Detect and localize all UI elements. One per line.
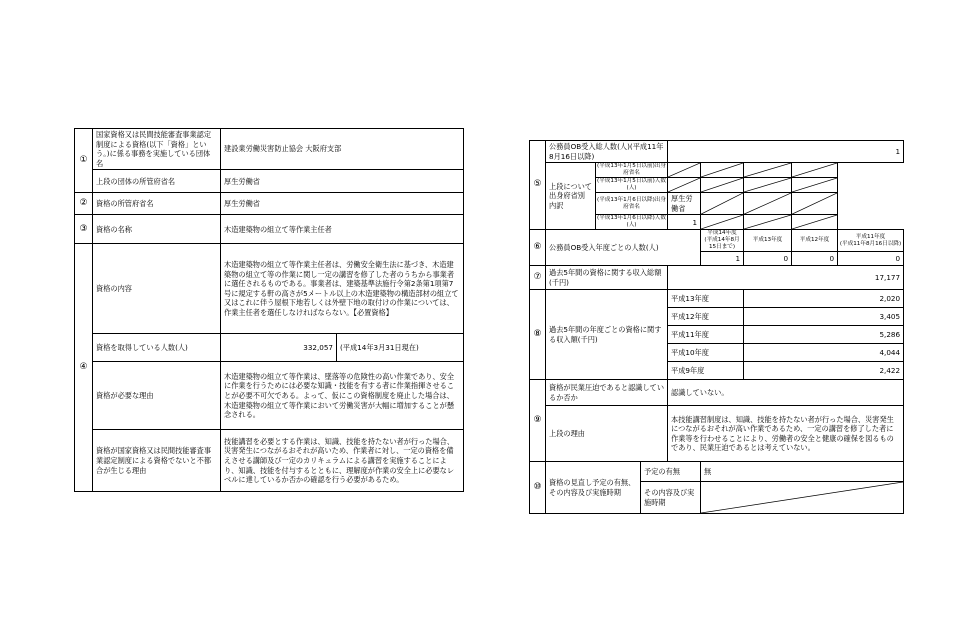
year-13-header: 平成13年度 [744, 230, 792, 252]
detail-value-empty [701, 482, 904, 514]
sub3-value: 厚生労働省 [668, 193, 701, 215]
row-6-number: ⑥ [530, 230, 546, 266]
ob-total-label: 公務員OB受入総人数(人)(平成11年8月16日以降) [546, 141, 668, 163]
qualification-name-value: 木造建築物の組立て等作業主任者 [221, 215, 464, 244]
sub2-value-empty-3 [744, 178, 792, 193]
sub3-value-empty-2 [701, 193, 744, 215]
sub4-value-empty-4 [792, 215, 838, 230]
year-12-value: 0 [792, 252, 838, 266]
row-3-number: ③ [75, 215, 93, 244]
sub4-label: (平成13年1月6日以降)人数(人) [597, 215, 666, 229]
year-14-header [701, 230, 744, 252]
revenue-year-value: 3,405 [744, 308, 904, 326]
year-14-note: (平成14年8月15日まで) [704, 237, 740, 251]
qualification-name-label: 資格の名称 [93, 215, 221, 244]
holders-label: 資格を取得している人数(人) [93, 334, 221, 362]
sub4-value: 1 [668, 215, 701, 230]
holders-date: (平成14年3月31日現在) [337, 334, 464, 362]
year-11-value: 0 [838, 252, 904, 266]
content-label: 資格の内容 [93, 244, 221, 334]
yearly-ob-label: 公務員OB受入年度ごとの人数(人) [546, 230, 701, 266]
row-4-number: ④ [75, 244, 93, 492]
sub4-value-empty-3 [744, 215, 792, 230]
qualification-ministry-label: 資格の所管府省名 [93, 193, 221, 215]
org-ministry-label: 上段の団体の所管府省名 [93, 170, 221, 193]
row-5-number: ⑤ [530, 141, 546, 230]
revenue-year-value: 2,020 [744, 290, 904, 308]
why-text: 技能講習を必要とする作業は、知識、技能を持たない者が行った場合、災害発生につながるおそれが高いため、作業者に対し、一定の資格を備えさせる講師及び一定のカリキュラムによる講習を実施することにより、知識、技能を付与するとともに、理解度が作業の安全上に必要なレベルに達しているか否かの確認を行う必要があるため。 [221, 430, 464, 492]
year-13-value: 0 [744, 252, 792, 266]
year-12-header: 平成12年度 [792, 230, 838, 252]
revenue-year-value: 4,044 [744, 344, 904, 362]
content-text: 木造建築物の組立て等作業主任者は、労働安全衛生法に基づき、木造建築物の組立て等の作業に関し一定の講習を修了した者のうちから事業者に選任されるものである。事業者は、建築基準法施行令第2条第1項第7号に規定する軒の高さが5メートル以上の木造建築物の構造部材の組立て又はこれに伴う屋根下地若しくは外壁下地の取付けの作業については、作業主任者を選任しなければならない。【必置資格】 [221, 244, 464, 334]
pressure-value: 認識していない。 [668, 380, 904, 406]
review-label: 資格の見直し予定の有無、その内容及び実施時期 [546, 462, 641, 514]
sub3-value-empty-3 [744, 193, 792, 215]
left-table [74, 128, 464, 492]
sub1-value-empty [668, 163, 701, 178]
row-10-number: ⑩ [530, 462, 546, 514]
org-value: 建設業労働災害防止協会 大阪府支部 [221, 129, 464, 170]
revenue-total-label: 過去5年間の資格に関する収入総額(千円) [546, 266, 668, 290]
plan-label: 予定の有無 [641, 462, 701, 482]
need-text: 木造建築物の組立て等作業は、墜落等の危険性の高い作業であり、安全に作業を行うためには必要な知識・技能を有する者に作業指揮させることが必要不可欠である。よって、仮にこの資格制度を廃止した場合は、木造建築物の組立て等作業において労働災害が大幅に増加することが懸念される。 [221, 362, 464, 430]
revenue-total-value: 17,177 [668, 266, 904, 290]
year-11-header [838, 230, 904, 252]
qualification-ministry-value: 厚生労働省 [221, 193, 464, 215]
row-1-number: ① [75, 129, 93, 193]
sub2-label: (平成13年1月5日以前)人数(人) [597, 178, 666, 192]
year-14-label: 平成14年度 [707, 230, 737, 237]
row-9-number: ⑨ [530, 380, 546, 462]
revenue-year-value: 2,422 [744, 362, 904, 380]
revenue-year-label: 平成13年度 [668, 290, 744, 308]
sub1-value-empty-4 [792, 163, 838, 178]
sub2-value-empty [668, 178, 701, 193]
year-14-value: 1 [701, 252, 744, 266]
sub1-value-empty-3 [744, 163, 792, 178]
revenue-yearly-label: 過去5年間の年度ごとの資格に関する収入額(千円) [546, 290, 668, 380]
sub3-label: (平成13年1月6日以降)出身府省名 [596, 193, 668, 215]
detail-label: その内容及び実施時期 [641, 482, 701, 514]
revenue-year-value: 5,286 [744, 326, 904, 344]
sub2-value-empty-4 [792, 178, 838, 193]
sub4-value-empty-2 [701, 215, 744, 230]
org-label: 国家資格又は民間技能審査事業認定制度による資格(以下「資格」という。)に係る事務を実施している団体名 [93, 129, 221, 170]
reason-text: 本技能講習制度は、知識、技能を持たない者が行った場合、災害発生につながるおそれが高い作業であるため、一定の講習を修了した者に作業等を行わせることにより、労働者の安全と健康の確保を図るものであり、民業圧迫であるとは考えていない。 [668, 406, 904, 462]
plan-value: 無 [701, 462, 904, 482]
need-label: 資格が必要な理由 [93, 362, 221, 430]
revenue-year-label: 平成11年度 [668, 326, 744, 344]
sub3-value-empty-4 [792, 193, 838, 215]
pressure-label: 資格が民業圧迫であると認識しているか否か [546, 380, 668, 406]
ministry-breakdown-label: 上段について出身府省別内訳 [546, 163, 596, 230]
ob-total-value: 1 [668, 141, 904, 163]
reason-label: 上段の理由 [546, 406, 668, 462]
row-8-number: ⑧ [530, 290, 546, 380]
sub1-label: (平成13年1月5日以前)出身府省名 [597, 163, 666, 177]
revenue-year-label: 平成10年度 [668, 344, 744, 362]
row-7-number: ⑦ [530, 266, 546, 290]
year-11-label: 平成11年度 [855, 233, 886, 240]
why-label: 資格が国家資格又は民間技能審査事業認定制度による資格でないと不都合が生じる理由 [93, 430, 221, 492]
sub1-value-empty-2 [701, 163, 744, 178]
org-ministry-value: 厚生労働省 [221, 170, 464, 193]
revenue-year-label: 平成12年度 [668, 308, 744, 326]
holders-value: 332,057 [221, 334, 337, 362]
right-table [529, 140, 904, 514]
year-11-note: (平成11年8月16日以降) [839, 240, 902, 247]
revenue-year-label: 平成9年度 [668, 362, 744, 380]
sub2-value-empty-2 [701, 178, 744, 193]
row-2-number: ② [75, 193, 93, 215]
